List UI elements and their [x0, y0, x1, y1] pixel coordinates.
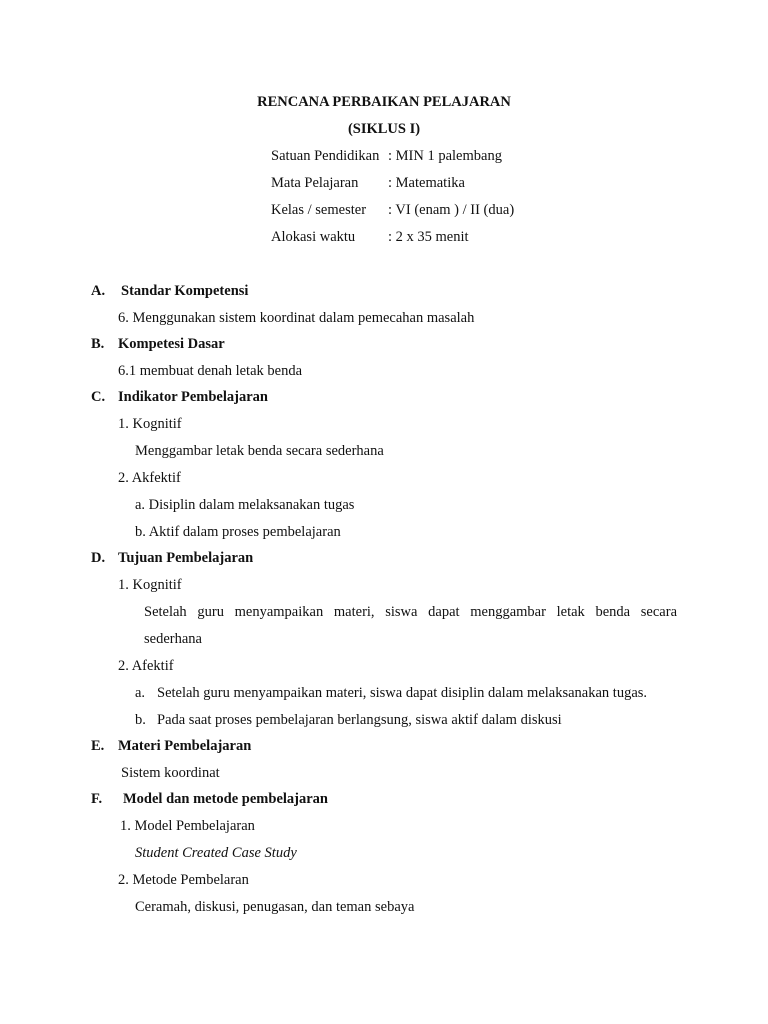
section-c-item1-label: 1. Kognitif — [118, 416, 182, 432]
meta-value-kelas: : VI (enam ) / II (dua) — [388, 202, 515, 218]
meta-label-mapel: Mata Pelajaran — [271, 175, 359, 191]
meta-label-satuan: Satuan Pendidikan — [271, 148, 380, 164]
meta-label-kelas: Kelas / semester — [271, 202, 367, 218]
section-f-item2-text: Ceramah, diskusi, penugasan, dan teman sebaya — [135, 899, 415, 915]
section-e-title: Materi Pembelajaran — [118, 738, 252, 754]
section-f-letter: F. — [91, 791, 103, 807]
section-d-item2-b-marker: b. — [135, 712, 146, 728]
section-d-item1-text-line2: sederhana — [144, 631, 202, 647]
section-f-item2-label: 2. Metode Pembelaran — [118, 872, 249, 888]
section-d-item2-b-text: Pada saat proses pembelajaran berlangsung, siswa aktif dalam diskusi — [157, 712, 562, 728]
section-c-item2-a: a. Disiplin dalam melaksanakan tugas — [135, 497, 355, 513]
meta-value-alokasi: : 2 x 35 menit — [388, 229, 469, 245]
section-d-item1-text-line1: Setelah guru menyampaikan materi, siswa dapat menggambar letak benda secara — [144, 604, 677, 620]
meta-label-alokasi: Alokasi waktu — [271, 229, 356, 245]
section-c-item2-b: b. Aktif dalam proses pembelajaran — [135, 524, 341, 540]
document-title: RENCANA PERBAIKAN PELAJARAN — [257, 94, 511, 110]
section-d-item2-a-marker: a. — [135, 685, 146, 701]
section-f-item1-label: 1. Model Pembelajaran — [120, 818, 255, 834]
section-a-letter: A. — [91, 283, 106, 299]
section-b-letter: B. — [91, 336, 105, 352]
section-c-item2-label: 2. Akfektif — [118, 470, 181, 486]
section-d-item2-a-text: Setelah guru menyampaikan materi, siswa dapat disiplin dalam melaksanakan tugas. — [157, 685, 648, 701]
section-d-item1-label: 1. Kognitif — [118, 577, 182, 593]
section-c-item1-text: Menggambar letak benda secara sederhana — [135, 443, 384, 459]
section-a-title: Standar Kompetensi — [121, 283, 249, 299]
section-a-text: 6. Menggunakan sistem koordinat dalam pemecahan masalah — [118, 310, 475, 326]
section-e-text: Sistem koordinat — [121, 765, 220, 781]
meta-value-mapel: : Matematika — [388, 175, 465, 191]
section-f-title: Model dan metode pembelajaran — [123, 791, 328, 807]
section-d-title: Tujuan Pembelajaran — [118, 550, 254, 566]
section-e-letter: E. — [91, 738, 105, 754]
section-d-letter: D. — [91, 550, 106, 566]
section-f-item1-text: Student Created Case Study — [135, 845, 297, 861]
section-b-title: Kompetesi Dasar — [118, 336, 225, 352]
section-c-title: Indikator Pembelajaran — [118, 389, 268, 405]
section-d-item2-label: 2. Afektif — [118, 658, 174, 674]
section-c-letter: C. — [91, 389, 106, 405]
meta-value-satuan: : MIN 1 palembang — [388, 148, 502, 164]
section-b-text: 6.1 membuat denah letak benda — [118, 363, 303, 379]
document-subtitle: (SIKLUS I) — [347, 121, 421, 137]
